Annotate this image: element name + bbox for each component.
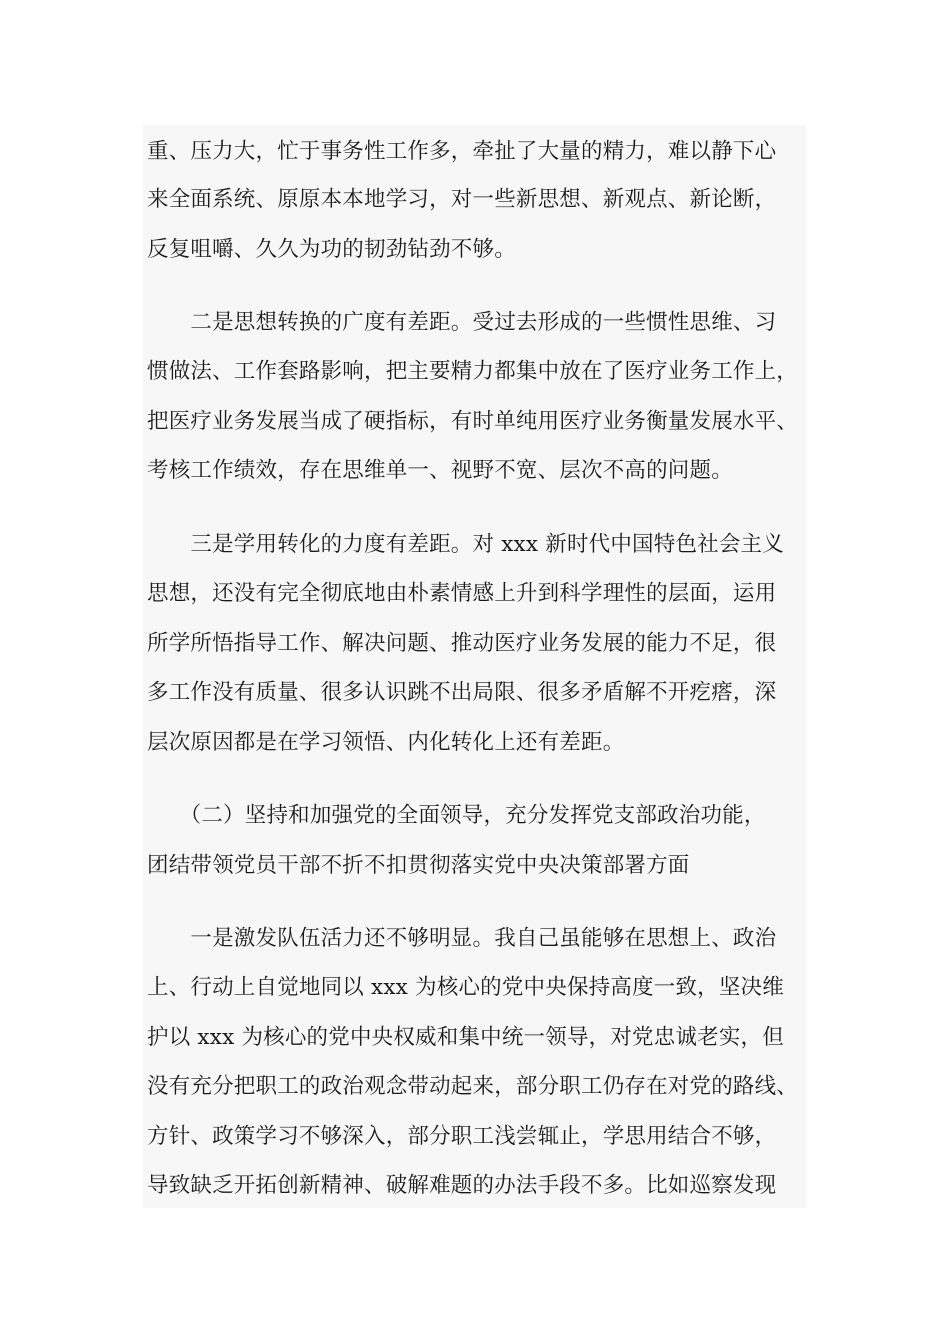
text-line: 重、压力大，忙于事务性工作多，牵扯了大量的精力，难以静下心	[147, 139, 777, 164]
text-line: 没有充分把职工的政治观念带动起来，部分职工仍存在对党的路线、	[147, 1074, 799, 1099]
text-line: 考核工作绩效，存在思维单一、视野不宽、层次不高的问题。	[147, 458, 733, 483]
text-line: 来全面系统、原原本本地学习，对一些新思想、新观点、新论断，	[147, 187, 777, 212]
text-line: 一是激发队伍活力还不够明显。我自己虽能够在思想上、政治	[147, 926, 777, 951]
section-heading-line: （二）坚持和加强党的全面领导，充分发挥党支部政治功能，	[147, 803, 766, 828]
text-line: 思想，还没有完全彻底地由朴素情感上升到科学理性的层面，运用	[147, 581, 777, 606]
text-line: 方针、政策学习不够深入，部分职工浅尝辄止，学思用结合不够，	[147, 1124, 777, 1149]
text-line: 二是思想转换的广度有差距。受过去形成的一些惯性思维、习	[147, 310, 777, 335]
text-line: 层次原因都是在学习领悟、内化转化上还有差距。	[147, 730, 625, 755]
text-line: 导致缺乏开拓创新精神、破解难题的办法手段不多。比如巡察发现	[147, 1173, 777, 1198]
text-line: 护以 xxx 为核心的党中央权威和集中统一领导，对党忠诚老实，但	[147, 1025, 784, 1050]
text-line: 所学所悟指导工作、解决问题、推动医疗业务发展的能力不足，很	[147, 631, 777, 656]
text-line: 多工作没有质量、很多认识跳不出局限、很多矛盾解不开疙瘩，深	[147, 680, 777, 705]
text-line: 惯做法、工作套路影响，把主要精力都集中放在了医疗业务工作上，	[147, 359, 799, 384]
text-line: 上、行动上自觉地同以 xxx 为核心的党中央保持高度一致，坚决维	[147, 975, 784, 1000]
section-heading-line: 团结带领党员干部不折不扣贯彻落实党中央决策部署方面	[147, 853, 690, 878]
text-line: 把医疗业务发展当成了硬指标，有时单纯用医疗业务衡量发展水平、	[147, 409, 799, 434]
text-line: 三是学用转化的力度有差距。对 xxx 新时代中国特色社会主义	[147, 532, 784, 557]
text-line: 反复咀嚼、久久为功的韧劲钻劲不够。	[147, 237, 516, 262]
